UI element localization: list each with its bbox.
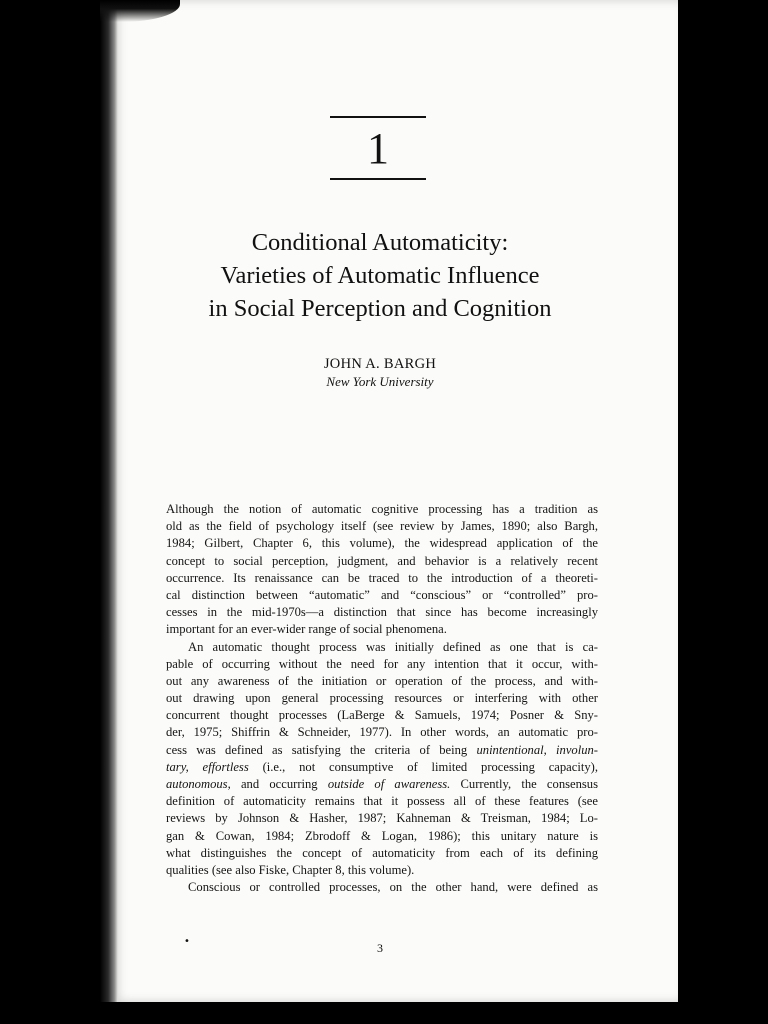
text-line: der, 1975; Shiffrin & Schneider, 1977). In other words, an automatic pro- — [166, 725, 598, 740]
bullet-mark: • — [184, 936, 190, 947]
text-line: out any awareness of the initiation or operation of the process, and with- — [166, 673, 598, 688]
chapter-title-line: Varieties of Automatic Influence — [220, 262, 540, 289]
italic-segment: unintentional, involun- — [476, 742, 598, 757]
chapter-number: 1 — [367, 124, 389, 173]
author-affiliation: New York University — [326, 374, 434, 389]
text-line: qualities (see also Fiske, Chapter 8, this volume). — [166, 862, 415, 877]
text-line: out drawing upon general processing resources or interfering with other — [166, 691, 598, 706]
text-line: cal distinction between “automatic” and “conscious” or “controlled” pro- — [166, 587, 598, 602]
chapter-rule-top — [330, 116, 426, 118]
text-line: reviews by Johnson & Hasher, 1987; Kahneman & Treisman, 1984; Lo- — [166, 811, 598, 826]
text-line: what distinguishes the concept of automaticity from each of its defining — [166, 845, 598, 860]
text-segment: cess was defined as satisfying the criteria of being — [166, 742, 477, 757]
text-line: cesses in the mid-1970s—a distinction that since has become increasingly — [166, 605, 598, 620]
chapter-title-line: Conditional Automaticity: — [251, 229, 509, 256]
italic-segment: autonomous, — [166, 777, 231, 791]
text-line: concurrent thought processes (LaBerge & Samuels, 1974; Posner & Sny- — [166, 708, 598, 723]
chapter-title-line: in Social Perception and Cognition — [208, 295, 552, 322]
text-line: occurrence. Its renaissance can be traced to the introduction of a theoreti- — [166, 570, 598, 585]
text-line-mixed — [166, 759, 598, 776]
text-line-mixed — [166, 776, 598, 793]
text-line: important for an ever-wider range of social phenomena. — [166, 622, 447, 637]
text-segment: Currently, the consensus — [450, 777, 598, 791]
body-text — [166, 501, 598, 896]
text-line: pable of occurring without the need for any intention that it occur, with- — [166, 656, 598, 671]
text-line: definition of automaticity remains that it possess all of these features (see — [166, 794, 598, 809]
italic-segment: tary, effortless — [166, 759, 249, 774]
author-name: JOHN A. BARGH — [323, 356, 437, 372]
text-line: old as the field of psychology itself (see review by James, 1890; also Bargh, — [166, 519, 598, 534]
text-line: An automatic thought process was initially defined as one that is ca- — [188, 639, 598, 654]
chapter-title — [150, 226, 610, 325]
text-line: Conscious or controlled processes, on the other hand, were defined as — [188, 880, 598, 895]
page-gutter-shadow — [100, 0, 118, 1002]
italic-segment: outside of awareness. — [327, 777, 451, 791]
text-line: gan & Cowan, 1984; Zbrodoff & Logan, 1986); this unitary nature is — [166, 828, 598, 843]
text-segment: (i.e., not consumptive of limited processing capacity), — [248, 759, 598, 774]
text-line: concept to social perception, judgment, and behavior is a relatively recent — [166, 553, 598, 568]
text-line: Although the notion of automatic cognitive processing has a tradition as — [166, 502, 598, 516]
page-number: 3 — [377, 941, 383, 955]
text-line-mixed — [166, 742, 598, 759]
chapter-rule-bottom — [330, 178, 426, 180]
text-segment: and occurring — [230, 777, 328, 791]
text-line: 1984; Gilbert, Chapter 6, this volume), the widespread application of the — [166, 536, 598, 551]
